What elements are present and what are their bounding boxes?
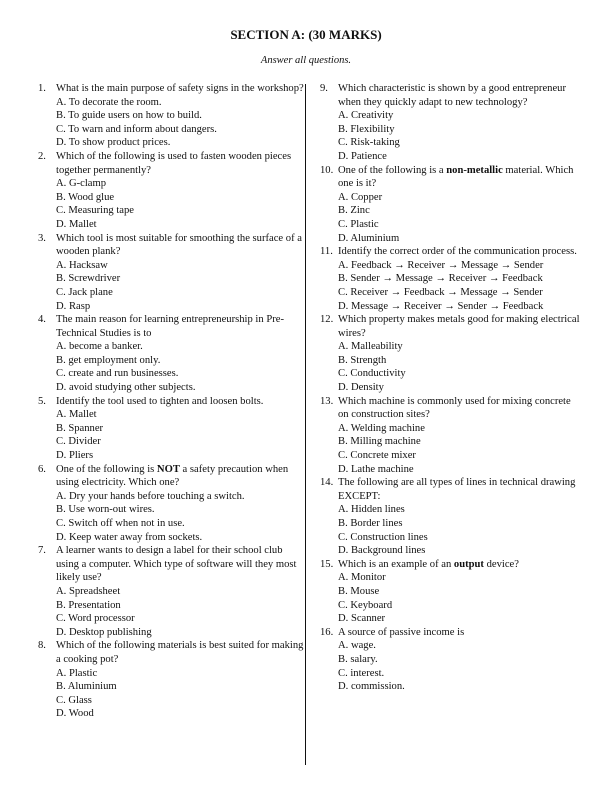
question-emphasis: output	[453, 558, 484, 570]
question-text: Which characteristic is shown by a good entrepreneur when they quickly adapt to new technology?	[338, 83, 566, 108]
answer-option: D. To show product prices.	[56, 137, 171, 149]
answer-option: C. Concrete mixer	[338, 450, 416, 462]
answer-option: B. Use worn-out wires.	[56, 504, 155, 516]
question-stem	[56, 640, 303, 665]
answer-option: C. Glass	[56, 694, 92, 706]
answer-option: A. Hidden lines	[338, 504, 405, 516]
answer-option: A. Malleability	[338, 341, 403, 353]
answer-option: C. To warn and inform about dangers.	[56, 123, 217, 135]
answer-option: B. Sender → Message → Receiver → Feedback	[338, 273, 543, 285]
answer-option: B. Mouse	[338, 585, 380, 597]
instruction: Answer all questions.	[260, 55, 352, 66]
answer-option: D. Keep water away from sockets.	[56, 531, 203, 543]
answer-option: B. Screwdriver	[56, 273, 121, 285]
answer-option: C. Jack plane	[56, 286, 113, 298]
answer-option: A. Monitor	[338, 572, 386, 584]
question	[38, 313, 306, 395]
question	[320, 164, 582, 246]
question-stem	[338, 83, 566, 108]
question	[38, 150, 306, 232]
question	[38, 639, 306, 721]
question	[38, 395, 306, 463]
question	[320, 395, 582, 477]
question-text-cont: device?	[483, 558, 519, 570]
answer-option: C. Plastic	[338, 218, 379, 230]
section-title: SECTION A: (30 MARKS)	[230, 27, 382, 42]
question-stem	[56, 314, 284, 339]
question-stem	[56, 396, 263, 407]
answer-option: A. Dry your hands before touching a switch.	[56, 490, 245, 502]
question	[320, 558, 582, 626]
answer-option: D. Aluminium	[338, 232, 400, 244]
question-number: 6.	[38, 463, 46, 475]
question-number: 8.	[38, 640, 46, 652]
question-number: 14.	[320, 477, 334, 489]
answer-option: B. Presentation	[56, 599, 121, 611]
question	[38, 82, 306, 150]
question-text: Which is an example of an	[338, 558, 454, 570]
question-text: Which tool is most suitable for smoothing the surface of a wooden plank?	[56, 232, 302, 258]
question-text: The main reason for learning entrepreneurship in Pre-Technical Studies is to	[56, 314, 284, 339]
question-stem	[56, 83, 304, 94]
question-number: 12.	[320, 314, 334, 326]
answer-option: B. To guide users on how to build.	[56, 110, 202, 122]
question-text: Which property makes metals good for making electrical wires?	[338, 314, 580, 339]
answer-option: A. Mallet	[56, 409, 97, 421]
answer-option: C. Measuring tape	[56, 205, 134, 217]
answer-option: A. wage.	[338, 640, 376, 652]
answer-option: C. Receiver → Feedback → Message → Sender	[338, 286, 543, 298]
question-number: 5.	[38, 395, 46, 407]
question-text-cont: material. Which one is it?	[338, 164, 574, 190]
question-number: 1.	[38, 83, 46, 94]
question-emphasis: NOT	[156, 463, 180, 475]
question-stem	[56, 151, 291, 176]
question	[320, 245, 582, 313]
question-number: 10.	[320, 164, 334, 176]
answer-option: B. Zinc	[338, 205, 370, 217]
question-text: The following are all types of lines in technical drawing EXCEPT:	[338, 477, 576, 502]
question-text: What is the main purpose of safety signs in the workshop?	[56, 83, 304, 94]
question-stem	[338, 627, 464, 638]
question-number: 9.	[320, 83, 328, 94]
question-text: A source of passive income is	[338, 626, 465, 638]
answer-option: C. Construction lines	[338, 531, 428, 543]
question-text: Which machine is commonly used for mixing concrete on construction sites?	[338, 395, 571, 421]
left-column	[38, 82, 306, 721]
question-text: Identify the tool used to tighten and loosen bolts.	[56, 395, 264, 407]
question	[38, 232, 306, 314]
answer-option: C. Word processor	[56, 613, 135, 625]
question-number: 3.	[38, 232, 46, 244]
answer-option: A. Spreadsheet	[56, 585, 121, 597]
question-stem	[338, 477, 575, 502]
answer-option: A. Plastic	[56, 667, 98, 679]
answer-option: C. create and run businesses.	[56, 368, 179, 380]
answer-option: B. salary.	[338, 653, 378, 665]
answer-option: D. Rasp	[56, 300, 91, 312]
question	[38, 544, 306, 639]
answer-option: C. Conductivity	[338, 368, 406, 380]
question-number: 15.	[320, 558, 334, 570]
answer-option: C. interest.	[338, 667, 385, 679]
answer-option: D. Pliers	[56, 450, 94, 462]
question-emphasis: non-metallic	[446, 164, 503, 176]
answer-option: D. Density	[338, 382, 384, 394]
answer-option: A. become a banker.	[56, 341, 143, 353]
answer-option: A. Creativity	[338, 110, 394, 122]
answer-option: D. commission.	[338, 681, 405, 693]
question-text: A learner wants to design a label for their school club using a computer. Which type of software will they most likely use?	[56, 545, 297, 584]
answer-option: A. Copper	[338, 191, 383, 203]
answer-option: D. Background lines	[338, 545, 426, 557]
answer-option: D. Mallet	[56, 218, 97, 230]
question	[320, 313, 582, 395]
question-text: One of the following is	[56, 463, 157, 475]
question-text: One of the following is a	[338, 164, 447, 176]
answer-option: C. Keyboard	[338, 599, 393, 611]
column-divider	[305, 84, 306, 765]
answer-option: C. Risk-taking	[338, 137, 400, 149]
question-number: 13.	[320, 395, 334, 407]
question-stem	[338, 396, 571, 421]
question-stem	[338, 165, 573, 190]
answer-option: D. Scanner	[338, 613, 386, 625]
question	[320, 626, 582, 694]
right-column	[320, 82, 582, 694]
answer-option: B. Strength	[338, 354, 387, 366]
question-number: 2.	[38, 150, 46, 162]
question	[320, 476, 582, 558]
question	[320, 82, 582, 164]
answer-option: B. Border lines	[338, 518, 403, 529]
question-text: Which of the following is used to fasten wooden pieces together permanently?	[56, 150, 292, 176]
answer-option: A. Welding machine	[338, 422, 425, 434]
answer-option: A. Hacksaw	[56, 259, 108, 271]
question-stem	[56, 233, 302, 258]
question-stem	[56, 464, 288, 489]
answer-option: A. G-clamp	[56, 178, 107, 190]
question-stem	[338, 314, 580, 339]
answer-option: B. Wood glue	[56, 191, 115, 203]
question-stem	[56, 545, 296, 583]
question-text: Which of the following materials is best suited for making a cooking pot?	[56, 640, 304, 665]
answer-option: A. To decorate the room.	[56, 96, 162, 108]
answer-option: C. Divider	[56, 436, 101, 448]
question-text: Identify the correct order of the communication process.	[338, 246, 577, 258]
answer-option: C. Switch off when not in use.	[56, 518, 185, 529]
answer-option: D. Patience	[338, 150, 387, 162]
answer-option: B. get employment only.	[56, 354, 161, 366]
answer-option: D. Desktop publishing	[56, 626, 152, 638]
answer-option: B. Aluminium	[56, 681, 117, 693]
question-number: 16.	[320, 626, 334, 638]
question-number: 7.	[38, 545, 46, 557]
question-text-cont: a safety precaution when using electricity. Which one?	[56, 463, 289, 489]
question-number: 11.	[320, 246, 333, 258]
answer-option: D. avoid studying other subjects.	[56, 382, 196, 394]
answer-option: A. Feedback → Receiver → Message → Sender	[338, 259, 544, 271]
answer-option: D. Wood	[56, 708, 94, 720]
question-number: 4.	[38, 314, 46, 326]
question-stem	[338, 246, 577, 257]
answer-option: B. Milling machine	[338, 436, 421, 448]
answer-option: D. Lathe machine	[338, 463, 414, 475]
answer-option: B. Flexibility	[338, 123, 395, 135]
answer-option: D. Message → Receiver → Sender → Feedback	[338, 300, 544, 312]
answer-option: B. Spanner	[56, 422, 104, 434]
question-stem	[338, 559, 519, 570]
question	[38, 463, 306, 545]
